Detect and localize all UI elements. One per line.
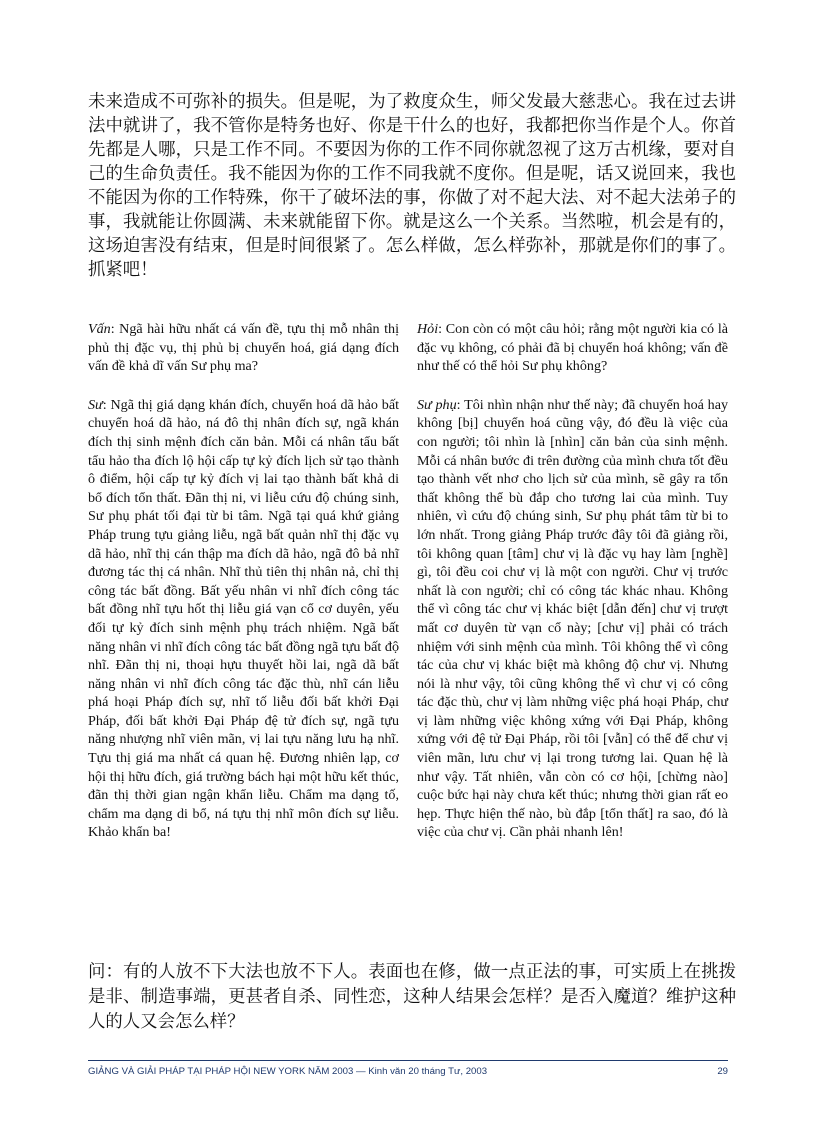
answer-text: : Tôi nhìn nhận như thế này; đã chuyển hoá hay không [bị] chuyển hoá cũng vậy, đó đều là việc của con người; tôi nhìn là [nhìn] căn bản của sinh mệnh. Mỗi cá nhân bước đi trên đường của mình chưa tốt đều tạo thành vết nhơ cho lịch sử của mình, sẽ gây ra tổn thất không thể bù đắp cho tương lai của mình. Tuy nhiên, vì cứu độ chúng sinh, Sư phụ phát tâm từ bi to lớn nhất. Trong giảng Pháp trước đây tôi đã giảng rồi, tôi không quan [tâm] chư vị là đặc vụ hay làm [nghề] gì, tôi đều coi chư vị là một con người. Chư vị trước nhất là con người; chỉ có công tác khác nhau. Không thể vì công tác chư vị khác biệt [dẫn đến] chư vị trượt mất cơ duyên từ vạn cổ này; [chư vị] phải có trách nhiệm với sinh mệnh của mình. Tôi không thể vì công tác của chư vị khác biệt mà không độ chư vị. Nhưng nói là như vậy, tôi cũng không thể vì chư vị có công tác đặc thù, chư vị làm những việc phá hoại Pháp, chư vị làm những việc không xứng với Đại Pháp, không xứng với đệ tử Đại Pháp, rồi tôi [vẫn] có thể để chư vị viên mãn, lưu chư vị lại trong tương lai. Quan hệ là như vậy. Tất nhiên, vẫn còn có cơ hội, [chừng nào] cuộc bức hại này chưa kết thúc; nhưng thời gian rất eo hẹp. Thực hiện thế nào, bù đắp [tổn thất] ra sao, đó là việc của chư vị. Cần phải nhanh lên!: [417, 396, 728, 841]
page-footer: [88, 1066, 728, 1077]
answer-block: [417, 396, 728, 842]
question-label: Hỏi: [417, 321, 439, 337]
answer-block: [88, 396, 399, 842]
footer-title: GIẢNG VÀ GIẢI PHÁP TẠI PHÁP HỘI NEW YORK NĂM 2003 — Kinh văn 20 tháng Tư, 2003: [88, 1066, 488, 1077]
answer-label: Sư: [88, 396, 103, 413]
footer-divider: [88, 1060, 728, 1061]
answer-text: : Ngã thị giá dạng khán đích, chuyển hoá dã hảo bất chuyển hoá dã hảo, ná đô thị nhân đích sự, ngã khán đích thị sinh mệnh đích căn bản. Mỗi cá nhân tẩu bất tẩu hảo tha đích lộ hội cấp tự kỷ đích lịch sử tạo thành ô điểm, hội cấp tự kỷ đích vị lai tạo thành bất khả di bổ đích tổn thất. Đãn thị ni, vi liễu cứu độ chúng sinh, Sư phụ phát tối đại từ bi tâm. Ngã tại quá khứ giảng Pháp trung tựu giảng liễu, ngã bất quản nhĩ thị đặc vụ dã hảo, nhĩ thị cán thập ma đích dã hảo, ngã đô bả nhĩ đương tác thị cá nhân. Nhĩ thủ tiên thị nhân nả, chỉ thị công tác bất đồng. Bất yếu nhân vi nhĩ đích công tác bất đồng nhĩ tựu hốt thị liễu giá vạn cổ cơ duyên, yếu đối tự kỷ đích sinh mệnh phụ trách nhiệm. Ngã bất năng nhân vi nhĩ đích công tác bất đồng ngã tựu bất độ nhĩ. Đãn thị ni, thoại hựu thuyết hồi lai, ngã dã bất năng nhân vi nhĩ đích công tác đặc thù, nhĩ cán liễu phá hoại Pháp đích sự, nhĩ tố liễu đối bất khởi Đại Pháp, đối bất khởi Đại Pháp đệ tử đích sự, ngã tựu năng nhượng nhĩ viên mãn, vị lai tựu năng lưu hạ nhĩ. Tựu thị giá ma nhất cá quan hệ. Đương nhiên lạp, cơ hội thị hữu đích, giá trường bách hại một hữu kết thúc, đãn thị thời gian ngận khẩn liễu. Chẩm ma dạng tố, chẩm ma dạng di bổ, ná tựu thị nhĩ môn đích sự liễu. Khảo khẩn ba!: [88, 396, 399, 841]
chinese-paragraph-top: 未来造成不可弥补的损失。但是呢，为了救度众生，师父发最大慈悲心。我在过去讲法中就讲了，我不管你是特务也好、你是干什么的也好，我都把你当作是个人。你首先都是人哪，只是工作不同。不要因为你的工作不同你就忽视了这万古机缘，要对自己的生命负责任。我不能因为你的工作不同我就不度你。但是呢，话又说回来，我也不能因为你的工作特殊，你干了破坏法的事，你做了对不起大法、对不起大法弟子的事，我就能让你圆满、未来就能留下你。就是这么一个关系。当然啦，机会是有的，这场迫害没有结束，但是时间很紧了。怎么样做，怎么样弥补，那就是你们的事了。抓紧吧！: [88, 92, 736, 280]
question-block: [88, 320, 399, 376]
page-number: 29: [717, 1066, 728, 1077]
question-text: : Ngã hài hữu nhất cá vấn đề, tựu thị mỗ nhân thị phủ thị đặc vụ, thị phủ bị chuyển hoá, giá dạng đích vấn đề khả dĩ vấn Sư phụ ma?: [88, 321, 399, 375]
question-block: [417, 320, 728, 376]
chinese-question-bottom: 问：有的人放不下大法也放不下人。表面也在修，做一点正法的事，可实质上在挑拨是非、制造事端，更甚者自杀、同性恋，这种人结果会怎样？是否入魔道？维护这种人的人又会怎么样？: [88, 962, 736, 1032]
vietnamese-translation-column: [417, 320, 728, 862]
vietnamese-transliteration-column: [88, 320, 399, 862]
answer-label: Sư phụ: [417, 396, 457, 413]
question-text: : Con còn có một câu hỏi; rằng một người kia có là đặc vụ không, có phải đã bị chuyển hoá không; vấn đề như thế có thể hỏi Sư phụ không?: [417, 321, 728, 375]
question-label: Vấn: [88, 321, 111, 337]
